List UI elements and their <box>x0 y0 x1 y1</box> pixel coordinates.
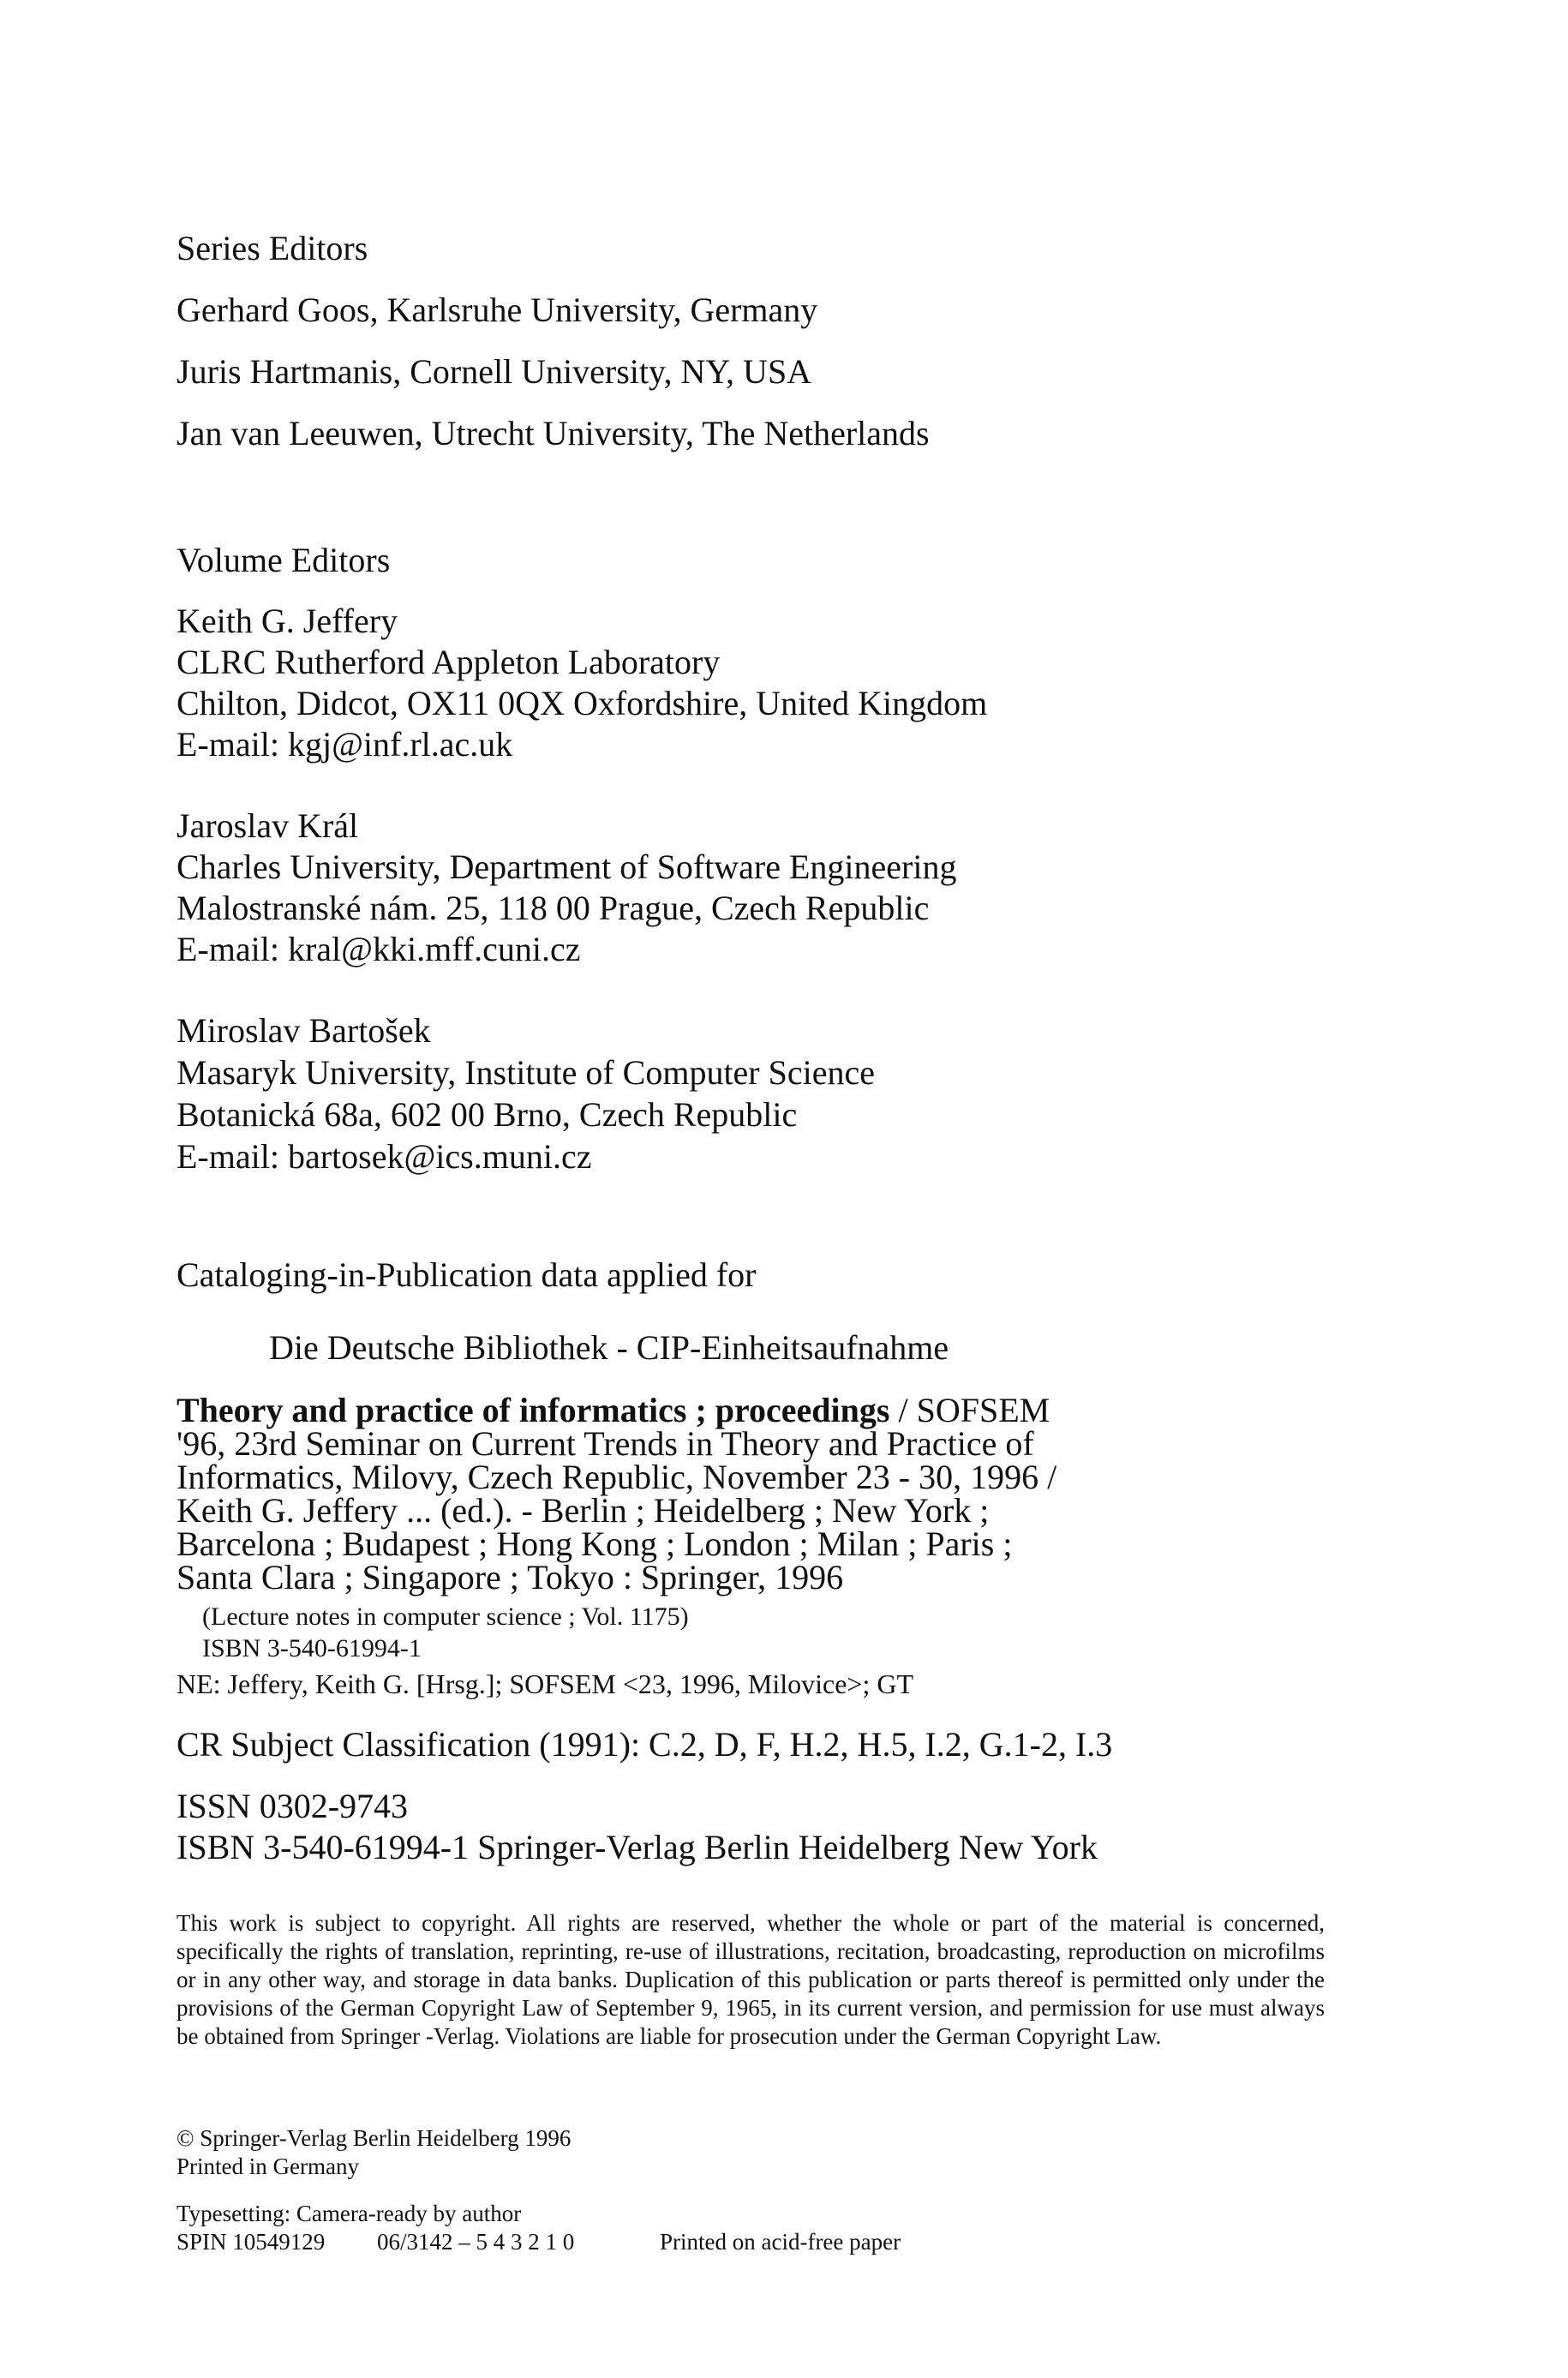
editor-email: E-mail: kgj@inf.rl.ac.uk <box>177 725 513 764</box>
editor-affiliation: CLRC Rutherford Appleton Laboratory <box>177 643 721 681</box>
cip-line: Informatics, Milovy, Czech Republic, November 23 - 30, 1996 / <box>177 1458 1057 1496</box>
series-editors-heading: Series Editors <box>177 229 368 267</box>
cip-isbn: ISBN 3-540-61994-1 <box>202 1634 422 1662</box>
editor-address: Botanická 68a, 602 00 Brno, Czech Republic <box>177 1095 798 1134</box>
series-editor-line: Jan van Leeuwen, Utrecht University, The Netherlands <box>177 414 930 452</box>
volume-editors-heading: Volume Editors <box>177 541 391 579</box>
editor-affiliation: Charles University, Department of Software Engineering <box>177 848 957 886</box>
cip-title-bold: Theory and practice of informatics ; proceedings <box>177 1391 890 1429</box>
editor-name: Keith G. Jeffery <box>177 602 398 640</box>
editor-affiliation: Masaryk University, Institute of Computer Science <box>177 1053 875 1092</box>
spin-code: 06/3142 – 5 4 3 2 1 0 <box>377 2229 575 2255</box>
cip-series-note: (Lecture notes in computer science ; Vol. 1175) <box>202 1602 689 1631</box>
series-editor-line: Juris Hartmanis, Cornell University, NY, USA <box>177 352 812 391</box>
copyright-notice: This work is subject to copyright. All rights are reserved, whether the whole or part of the material is concerned, specifically the rights of translation, reprinting, re-use of illustrations, recitation, broadcasting, reproduction on microfilms or in any other way, and storage in data banks. Duplication of this publication or parts thereof is permitted only under the provisions of the German Copyright Law of September 9, 1965, in its current version, and permission for use must always be obtained from Springer -Verlag. Violations are liable for prosecution under the German Copyright Law. <box>177 1910 1325 2049</box>
editor-name: Jaroslav Král <box>177 806 359 845</box>
cip-entry <box>177 1393 1056 1594</box>
acid-free-paper: Printed on acid-free paper <box>660 2229 901 2255</box>
volume-editor-kral <box>177 806 956 970</box>
cr-classification: CR Subject Classification (1991): C.2, D, F, H.2, H.5, I.2, G.1-2, I.3 <box>177 1725 1113 1764</box>
editor-address: Chilton, Didcot, OX11 0QX Oxfordshire, United Kingdom <box>177 684 988 722</box>
volume-editor-bartosek <box>177 1009 875 1177</box>
issn: ISSN 0302-9743 <box>177 1787 409 1825</box>
spin-number: SPIN 10549129 <box>177 2229 326 2255</box>
copyright-block <box>177 2124 571 2181</box>
series-editors-block <box>177 218 930 464</box>
series-editor-line: Gerhard Goos, Karlsruhe University, Germany <box>177 291 818 329</box>
editor-name: Miroslav Bartošek <box>177 1011 431 1050</box>
spin-line <box>177 2228 901 2256</box>
volume-editor-jeffery <box>177 601 987 765</box>
typesetting-block <box>177 2200 901 2256</box>
editor-email: E-mail: kral@kki.mff.cuni.cz <box>177 930 581 968</box>
cip-library: Die Deutsche Bibliothek - CIP-Einheitsaufnahme <box>269 1328 949 1367</box>
cip-ne: NE: Jeffery, Keith G. [Hrsg.]; SOFSEM <23, 1996, Milovice>; GT <box>177 1668 914 1699</box>
cip-title-rest: / SOFSEM <box>889 1391 1050 1429</box>
cip-applied: Cataloging-in-Publication data applied for <box>177 1255 757 1294</box>
typesetting: Typesetting: Camera-ready by author <box>177 2201 522 2226</box>
isbn-full: ISBN 3-540-61994-1 Springer-Verlag Berlin Heidelberg New York <box>177 1828 1098 1866</box>
cip-title-line <box>177 1393 1056 1427</box>
cip-series-block <box>202 1601 689 1664</box>
cip-line: Barcelona ; Budapest ; Hong Kong ; London ; Milan ; Paris ; <box>177 1524 1013 1563</box>
cip-line: Keith G. Jeffery ... (ed.). - Berlin ; Heidelberg ; New York ; <box>177 1491 990 1530</box>
editor-address: Malostranské nám. 25, 118 00 Prague, Czech Republic <box>177 889 930 927</box>
editor-email: E-mail: bartosek@ics.muni.cz <box>177 1137 592 1176</box>
copyright-line: © Springer-Verlag Berlin Heidelberg 1996 <box>177 2125 572 2151</box>
cip-line: '96, 23rd Seminar on Current Trends in Theory and Practice of <box>177 1424 1034 1463</box>
cip-line: Santa Clara ; Singapore ; Tokyo : Springer, 1996 <box>177 1558 844 1596</box>
issn-isbn-block <box>177 1786 1098 1868</box>
printed-in: Printed in Germany <box>177 2153 359 2179</box>
